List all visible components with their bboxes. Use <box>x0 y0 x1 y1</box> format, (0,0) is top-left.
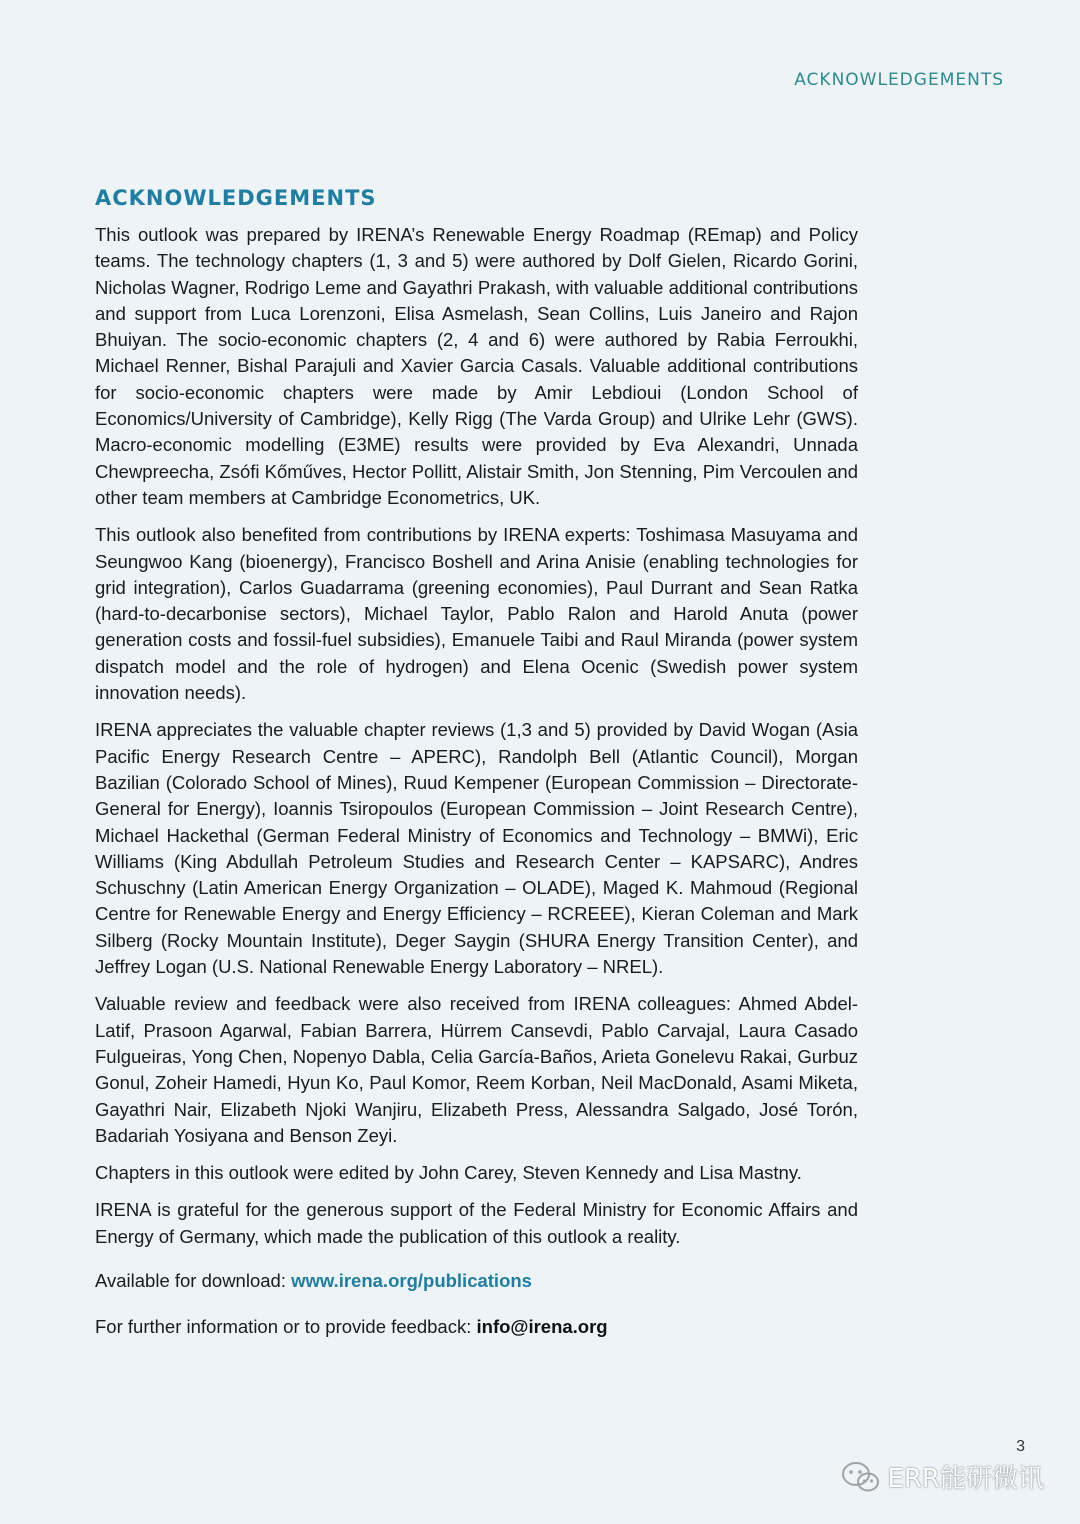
paragraph-reviews: IRENA appreciates the valuable chapter reviews (1,3 and 5) provided by David Wogan (Asia Pacific Energy Research Centre – APERC), Randolph Bell (Atlantic Council), Morgan Bazilian (Colorado School of Mines), Ruud Kempener (European Commission – Directorate-General for Energy), Ioannis Tsiropoulos (European Commission – Joint Research Centre), Michael Hackethal (German Federal Ministry of Economics and Technology – BMWi), Eric Williams (King Abdullah Petroleum Studies and Research Center – KAPSARC), Andres Schuschny (Latin American Energy Organization – OLADE), Maged K. Mahmoud (Regional Centre for Renewable Energy and Energy Efficiency – RCREEE), Kieran Coleman and Mark Silberg (Rocky Mountain Institute), Deger Saygin (SHURA Energy Transition Center), and Jeffrey Logan (U.S. National Renewable Energy Laboratory – NREL). <box>95 719 858 978</box>
main-content <box>95 186 858 1360</box>
feedback-line <box>95 1314 858 1340</box>
download-label: Available for download: <box>95 1269 292 1291</box>
paragraph-editors: Chapters in this outlook were edited by John Carey, Steven Kennedy and Lisa Mastny. <box>95 1162 802 1184</box>
wechat-icon <box>841 1460 881 1494</box>
download-link[interactable]: www.irena.org/publications <box>291 1269 532 1291</box>
paragraph-authors: This outlook was prepared by IRENA’s Renewable Energy Roadmap (REmap) and Policy teams. The technology chapters (1, 3 and 5) were authored by Dolf Gielen, Ricardo Gorini, Nicholas Wagner, Rodrigo Leme and Gayathri Prakash, with valuable additional contributions and support from Luca Lorenzoni, Elisa Asmelash, Sean Collins, Luis Janeiro and Rajon Bhuiyan. The socio-economic chapters (2, 4 and 6) were authored by Rabia Ferroukhi, Michael Renner, Bishal Parajuli and Xavier Garcia Casals. Valuable additional contributions for socio-economic chapters were made by Amir Lebdioui (London School of Economics/University of Cambridge), Kelly Rigg (The Varda Group) and Ulrike Lehr (GWS). Macro-economic modelling (E3ME) results were provided by Eva Alexandri, Unnada Chewpreecha, Zsófi Kőműves, Hector Pollitt, Alistair Smith, Jon Stenning, Pim Vercoulen and other team members at Cambridge Econometrics, UK. <box>95 224 858 508</box>
watermark <box>841 1458 1044 1495</box>
feedback-label: For further information or to provide feedback: <box>95 1315 477 1337</box>
paragraph-support: IRENA is grateful for the generous support of the Federal Ministry for Economic Affairs and Energy of Germany, which made the publication of this outlook a reality. <box>95 1199 858 1247</box>
download-line <box>95 1268 858 1294</box>
watermark-text: ERR能研微讯 <box>887 1464 1044 1494</box>
running-header: ACKNOWLEDGEMENTS <box>794 70 1004 90</box>
section-title: ACKNOWLEDGEMENTS <box>95 186 377 210</box>
feedback-email-link[interactable]: info@irena.org <box>476 1315 608 1337</box>
paragraph-colleagues: Valuable review and feedback were also received from IRENA colleagues: Ahmed Abdel-Latif, Prasoon Agarwal, Fabian Barrera, Hürrem Cansevdi, Pablo Carvajal, Laura Casado Fulgueiras, Yong Chen, Nopenyo Dabla, Celia García-Baños, Arieta Gonelevu Rakai, Gurbuz Gonul, Zoheir Hamedi, Hyun Ko, Paul Komor, Reem Korban, Neil MacDonald, Asami Miketa, Gayathri Nair, Elizabeth Njoki Wanjiru, Elizabeth Press, Alessandra Salgado, José Torón, Badariah Yosiyana and Benson Zeyi. <box>95 993 858 1146</box>
page-number: 3 <box>1016 1438 1025 1455</box>
paragraph-experts: This outlook also benefited from contributions by IRENA experts: Toshimasa Masuyama and Seungwoo Kang (bioenergy), Francisco Boshell and Arina Anisie (enabling technologies for grid integration), Carlos Guadarrama (greening economies), Paul Durrant and Sean Ratka (hard-to-decarbonise sectors), Michael Taylor, Pablo Ralon and Harold Anuta (power generation costs and fossil-fuel subsidies), Emanuele Taibi and Raul Miranda (power system dispatch model and the role of hydrogen) and Elena Ocenic (Swedish power system innovation needs). <box>95 524 858 704</box>
